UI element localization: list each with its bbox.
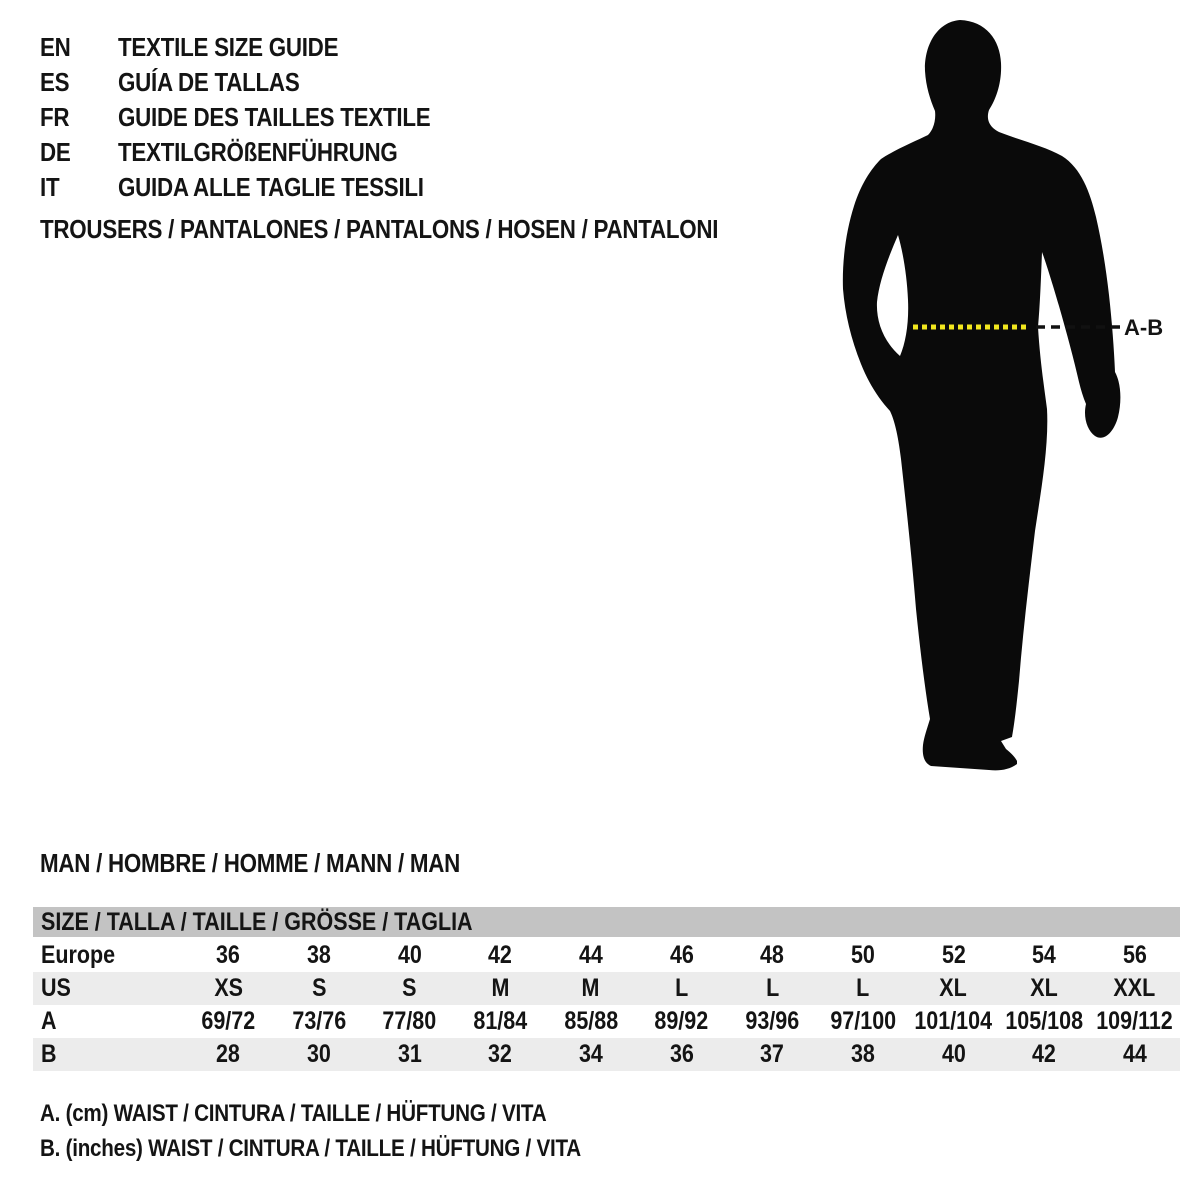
table-cell: 36 — [669, 1040, 694, 1068]
table-cell: 97/100 — [829, 1007, 896, 1035]
table-cell: XL — [939, 974, 968, 1002]
table-cell: 31 — [397, 1040, 422, 1068]
table-cell: 48 — [760, 941, 785, 969]
language-title: TEXTILE SIZE GUIDE — [118, 32, 339, 62]
size-table-header: SIZE / TALLA / TAILLE / GRÖSSE / TAGLIA — [33, 907, 1180, 937]
table-cell: L — [674, 974, 689, 1002]
table-cell: 40 — [397, 941, 422, 969]
table-cell: 42 — [1032, 1040, 1057, 1068]
row-label: A — [41, 1007, 57, 1035]
table-cell: 38 — [306, 941, 331, 969]
table-row-b-inches — [33, 1038, 1180, 1071]
table-cell: 93/96 — [745, 1007, 800, 1035]
language-title: GUIDA ALLE TAGLIE TESSILI — [118, 172, 424, 202]
table-cell: 54 — [1032, 941, 1057, 969]
table-row-europe — [33, 939, 1180, 972]
table-cell: 37 — [760, 1040, 785, 1068]
language-code: DE — [40, 137, 71, 167]
table-cell: 38 — [850, 1040, 875, 1068]
table-cell: XL — [1030, 974, 1058, 1002]
table-cell: XS — [213, 974, 243, 1002]
gender-heading: MAN / HOMBRE / HOMME / MANN / MAN — [40, 848, 461, 878]
product-heading: TROUSERS / PANTALONES / PANTALONS / HOSEN / PANTALONI — [40, 214, 719, 244]
table-cell: S — [311, 974, 327, 1002]
table-cell: 44 — [1122, 1040, 1147, 1068]
table-cell: 56 — [1122, 941, 1147, 969]
table-cell: L — [765, 974, 779, 1002]
table-cell: 105/108 — [1005, 1007, 1083, 1035]
language-title: GUÍA DE TALLAS — [118, 67, 300, 97]
table-cell: 89/92 — [654, 1007, 709, 1035]
table-cell: 46 — [669, 941, 694, 969]
table-cell: 50 — [850, 941, 875, 969]
table-cell: 44 — [578, 941, 603, 969]
table-cell: 77/80 — [382, 1007, 437, 1035]
language-title: GUIDE DES TAILLES TEXTILE — [118, 102, 431, 132]
table-cell: 42 — [488, 941, 513, 969]
table-cell: L — [856, 974, 870, 1002]
table-cell: 85/88 — [563, 1007, 618, 1035]
table-cell: S — [402, 974, 417, 1002]
table-cell: 32 — [488, 1040, 513, 1068]
language-code: FR — [40, 102, 70, 132]
table-cell: 52 — [941, 941, 966, 969]
row-label: US — [41, 974, 71, 1002]
footnote-b-inches: B. (inches) WAIST / CINTURA / TAILLE / HÜFTUNG / VITA — [40, 1135, 581, 1162]
footnote-a-cm: A. (cm) WAIST / CINTURA / TAILLE / HÜFTUNG / VITA — [40, 1100, 547, 1127]
language-code: IT — [40, 172, 60, 202]
language-code: ES — [40, 67, 70, 97]
table-row-a-cm — [33, 1005, 1180, 1038]
language-code: EN — [40, 32, 71, 62]
table-cell: 30 — [306, 1040, 331, 1068]
table-row-us — [33, 972, 1180, 1005]
table-cell: 69/72 — [201, 1007, 256, 1035]
table-cell: 36 — [216, 941, 241, 969]
table-cell: 101/104 — [914, 1007, 993, 1035]
table-cell: M — [581, 974, 600, 1002]
man-silhouette — [843, 20, 1121, 770]
size-table — [33, 907, 1180, 1071]
measure-label-ab: A-B — [1124, 315, 1164, 340]
table-cell: M — [491, 974, 510, 1002]
row-label: Europe — [41, 941, 116, 969]
language-title: TEXTILGRÖßENFÜHRUNG — [118, 137, 398, 167]
table-cell: 40 — [941, 1040, 966, 1068]
table-cell: 73/76 — [292, 1007, 346, 1035]
table-cell: 28 — [216, 1040, 241, 1068]
row-label: B — [41, 1040, 57, 1068]
table-cell: 81/84 — [473, 1007, 528, 1035]
table-cell: 109/112 — [1096, 1007, 1173, 1035]
table-cell: 34 — [578, 1040, 603, 1068]
table-cell: XXL — [1113, 974, 1156, 1002]
